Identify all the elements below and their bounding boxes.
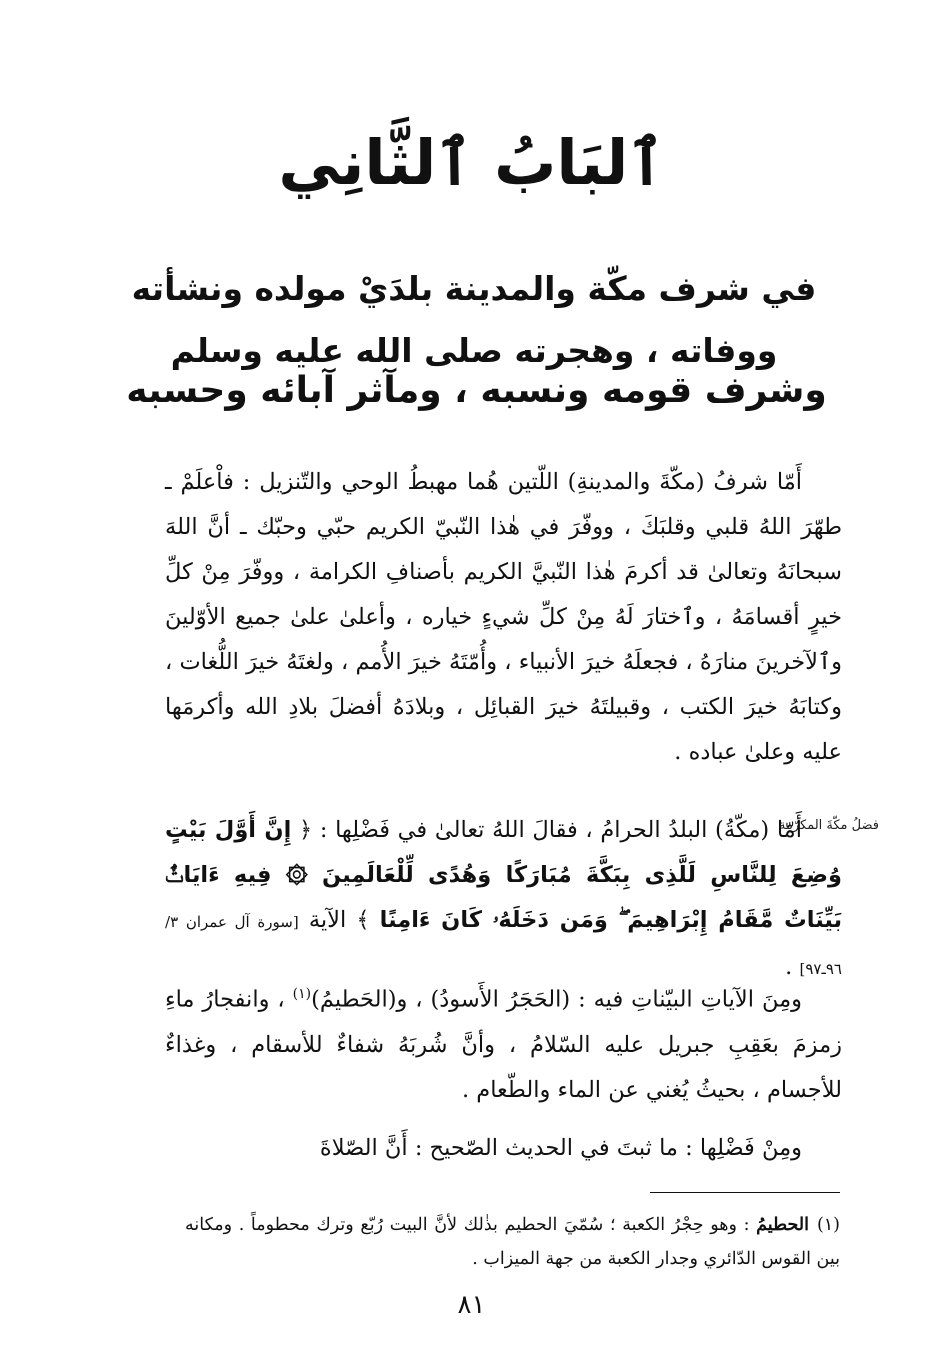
chapter-subtitle-line-2: وشرف قومه ونسبه ، ومآثر آبائه وحسبه <box>126 370 827 411</box>
paragraph-3 <box>165 972 842 1113</box>
paragraph-2 <box>165 808 842 992</box>
footnote-divider <box>650 1192 840 1193</box>
footnote-text: : وهو حِجْرُ الكعبة ؛ سُمّيَ الحطيم بذٰلك لأنَّ البيت رُبّع وترك محطوماً . ومكانه بين القوس الدّائري وجدار الكعبة من جهة الميزاب . <box>185 1215 840 1269</box>
paragraph-2-intro: أَمّا (مكّةُ) البلدُ الحرامُ ، فقالَ اللهُ تعالىٰ في فَضْلِها : ﴿ <box>298 817 802 843</box>
page-number: ٨١ <box>457 1290 486 1320</box>
chapter-title: ٱلبَابُ ٱلثَّانِي <box>278 126 665 199</box>
paragraph-4-block <box>165 1126 842 1171</box>
paragraph-2-block <box>165 808 842 992</box>
paragraph-2-close: ﴾ الآية <box>308 907 370 933</box>
footnote-number: (١) <box>816 1215 840 1235</box>
quran-verse: إِنَّ أَوَّلَ بَيْتٍ وُضِعَ لِلنَّاسِ لَلَّذِى بِبَكَّةَ مُبَارَكًا وَهُدًى لِّلْعَالَمِينَ ۞ فِيهِ ءَايَاتٌۢ بَيِّنَاتٌ مَّقَامُ إِبْرَاهِيمَ ۖ وَمَن دَخَلَهُۥ كَانَ ءَامِنًا <box>165 817 843 933</box>
footnote <box>185 1208 840 1276</box>
paragraph-3-part-b: ، وانفجارُ ماءِ زمزمَ بعَقِبِ جبريل عليه السّلامُ ، وأنَّ شُربَهُ شفاءٌ للأسقام ، وغذاءٌ للأجسام ، بحيثُ يُغني عن الماء والطّعام . <box>165 986 842 1103</box>
paragraph-1-block <box>165 460 842 775</box>
chapter-subtitle-line-1: في شرف مكّة والمدينة بلدَيْ مولده ونشأته ووفاته ، وهجرته صلى الله عليه وسلم <box>131 269 817 370</box>
verse-reference: [سورة آل عمران ٣/ ٩٦ـ٩٧] <box>165 913 842 978</box>
margin-note: فضلُ مكّةَ المكرّمة <box>778 818 879 833</box>
footnote-term: الحطيمُ <box>756 1215 809 1235</box>
paragraph-4: ومِنْ فَضْلِها : ما ثبتَ في الحديث الصّحيح : أَنَّ الصّلاةَ <box>319 1135 802 1161</box>
paragraph-1: أَمّا شرفُ (مكّةَ والمدينةِ) اللّتين هُما مهبطُ الوحي والتّنزيل : فاْعلَمْ ـ طهّرَ اللهُ قلبي وقلبَكَ ، ووفّرَ في هٰذا النّبيّ الكريم حبّي وحبّك ـ أنَّ اللهَ سبحانَهُ وتعالىٰ قد أكرمَ هٰذا النّبيَّ الكريم بأصنافِ الكرامة ، ووفّرَ مِنْ كلِّ خيرٍ أقسامَهُ ، وٱختارَ لَهُ مِنْ كلِّ شيءٍ خياره ، وأعلىٰ علىٰ جميع الأوّلينَ وٱلآخرينَ منارَهُ ، فجعلَهُ خيرَ الأنبياء ، وأُمّتَهُ خيرَ الأُمم ، ولغتَهُ خيرَ اللُّغات ، وكتابَهُ خيرَ الكتب ، وقبيلتَهُ خيرَ القبائِل ، وبلادَهُ أفضلَ بلادِ الله وأكرمَها عليه وعلىٰ عباده . <box>165 469 842 765</box>
paragraph-3-block <box>165 972 842 1113</box>
paragraph-2-end: . <box>785 954 800 980</box>
footnote-marker: (١) <box>292 986 312 1002</box>
paragraph-3-part-a: ومِنَ الآياتِ البيّناتِ فيه : (الحَجَرُ الأَسودُ) ، و(الحَطيمُ) <box>311 986 802 1013</box>
